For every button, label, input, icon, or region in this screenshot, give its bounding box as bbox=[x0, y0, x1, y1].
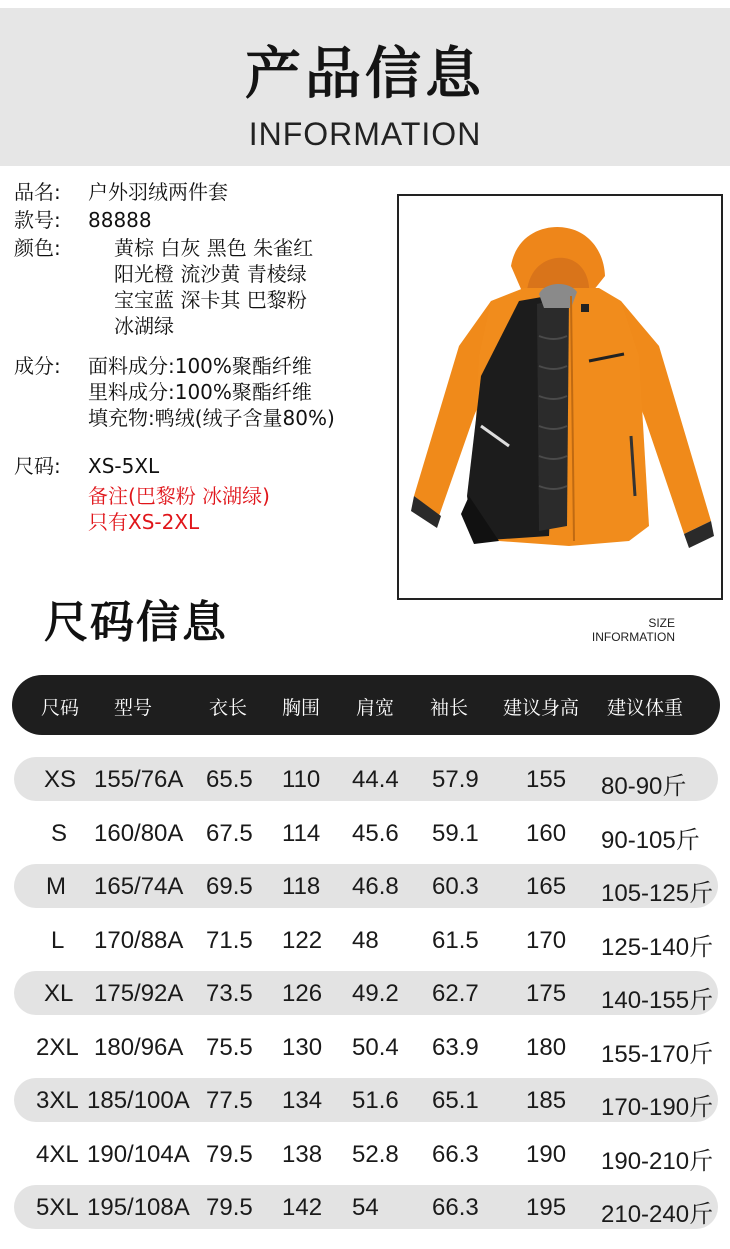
cell-chest: 138 bbox=[282, 1141, 323, 1168]
cell-shoulder: 49.2 bbox=[352, 980, 399, 1007]
table-row bbox=[14, 1025, 718, 1069]
composition-label: 成分: bbox=[14, 354, 61, 378]
cell-chest: 130 bbox=[282, 1034, 323, 1061]
cell-height: 195 bbox=[526, 1194, 567, 1221]
cell-model: 155/76A bbox=[94, 766, 184, 793]
color-line-2: 阳光橙 流沙黄 青棱绿 bbox=[114, 262, 307, 286]
product-photo bbox=[397, 194, 723, 600]
cell-height: 185 bbox=[526, 1087, 567, 1114]
cell-weight: 210-240斤 bbox=[601, 1201, 714, 1228]
table-row bbox=[14, 918, 718, 962]
cell-model: 185/100A bbox=[87, 1087, 190, 1114]
size-subtitle-line-2: INFORMATION bbox=[591, 630, 675, 644]
cell-size: M bbox=[46, 873, 66, 900]
composition-line-1: 面料成分:100%聚酯纤维 bbox=[88, 354, 312, 378]
table-row bbox=[14, 757, 718, 801]
cell-model: 190/104A bbox=[87, 1141, 190, 1168]
size-section-title: 尺码信息 bbox=[44, 597, 228, 648]
cell-sleeve: 59.1 bbox=[432, 820, 479, 847]
cell-size: XL bbox=[44, 980, 74, 1007]
cell-height: 180 bbox=[526, 1034, 567, 1061]
jacket-illustration bbox=[399, 196, 721, 598]
cell-size: XS bbox=[44, 766, 77, 793]
color-line-3: 宝宝蓝 深卡其 巴黎粉 bbox=[114, 288, 307, 312]
cell-chest: 134 bbox=[282, 1087, 323, 1114]
cell-chest: 118 bbox=[282, 873, 321, 900]
cell-sleeve: 65.1 bbox=[432, 1087, 479, 1114]
cell-weight: 155-170斤 bbox=[601, 1041, 714, 1068]
cell-sleeve: 66.3 bbox=[432, 1141, 479, 1168]
size-value: XS-5XL bbox=[88, 454, 160, 478]
cell-size: S bbox=[51, 820, 68, 847]
page-subtitle: INFORMATION bbox=[248, 116, 482, 152]
cell-shoulder: 44.4 bbox=[352, 766, 399, 793]
cell-size: L bbox=[51, 927, 65, 954]
header-size: 尺码 bbox=[41, 697, 80, 719]
cell-size: 2XL bbox=[36, 1034, 79, 1061]
cell-chest: 114 bbox=[282, 820, 321, 847]
header-band bbox=[0, 8, 730, 166]
cell-shoulder: 51.6 bbox=[352, 1087, 399, 1114]
header-shoulder: 肩宽 bbox=[356, 697, 395, 719]
cell-size: 4XL bbox=[36, 1141, 79, 1168]
cell-length: 65.5 bbox=[206, 766, 253, 793]
table-row bbox=[14, 864, 718, 908]
cell-length: 79.5 bbox=[206, 1141, 253, 1168]
cell-length: 77.5 bbox=[206, 1087, 253, 1114]
cell-sleeve: 60.3 bbox=[432, 873, 479, 900]
cell-shoulder: 52.8 bbox=[352, 1141, 399, 1168]
cell-sleeve: 57.9 bbox=[432, 766, 479, 793]
size-table-header bbox=[12, 675, 720, 735]
cell-model: 175/92A bbox=[94, 980, 184, 1007]
style-value: 88888 bbox=[88, 208, 152, 232]
cell-height: 165 bbox=[526, 873, 567, 900]
cell-model: 165/74A bbox=[94, 873, 184, 900]
header-sleeve: 袖长 bbox=[430, 697, 469, 719]
cell-sleeve: 61.5 bbox=[432, 927, 479, 954]
cell-weight: 105-125斤 bbox=[601, 880, 714, 907]
page-title: 产品信息 bbox=[245, 42, 485, 107]
cell-length: 79.5 bbox=[206, 1194, 253, 1221]
header-chest: 胸围 bbox=[282, 697, 321, 719]
header-length: 衣长 bbox=[209, 697, 248, 719]
cell-shoulder: 46.8 bbox=[352, 873, 399, 900]
style-label: 款号: bbox=[14, 208, 61, 232]
name-value: 户外羽绒两件套 bbox=[88, 180, 228, 204]
cell-length: 69.5 bbox=[206, 873, 253, 900]
cell-model: 160/80A bbox=[94, 820, 184, 847]
table-row bbox=[14, 1185, 718, 1229]
cell-sleeve: 63.9 bbox=[432, 1034, 479, 1061]
cell-length: 75.5 bbox=[206, 1034, 253, 1061]
color-label: 颜色: bbox=[14, 236, 61, 260]
size-subtitle-line-1: SIZE bbox=[648, 616, 675, 630]
note-line-2: 只有XS-2XL bbox=[88, 510, 200, 534]
cell-size: 5XL bbox=[36, 1194, 79, 1221]
cell-weight: 140-155斤 bbox=[601, 987, 714, 1014]
cell-weight: 80-90斤 bbox=[601, 773, 687, 800]
cell-length: 67.5 bbox=[206, 820, 253, 847]
cell-height: 170 bbox=[526, 927, 567, 954]
size-label: 尺码: bbox=[14, 454, 61, 478]
cell-weight: 170-190斤 bbox=[601, 1094, 714, 1121]
cell-length: 73.5 bbox=[206, 980, 253, 1007]
cell-chest: 122 bbox=[282, 927, 323, 954]
table-row bbox=[14, 811, 718, 855]
cell-model: 195/108A bbox=[87, 1194, 190, 1221]
cell-chest: 142 bbox=[282, 1194, 323, 1221]
color-line-4: 冰湖绿 bbox=[114, 314, 174, 338]
cell-shoulder: 45.6 bbox=[352, 820, 399, 847]
table-row bbox=[14, 1078, 718, 1122]
composition-line-3: 填充物:鸭绒(绒子含量80%) bbox=[88, 406, 335, 430]
cell-chest: 126 bbox=[282, 980, 323, 1007]
cell-shoulder: 48 bbox=[352, 927, 379, 954]
cell-height: 190 bbox=[526, 1141, 567, 1168]
header-height: 建议身高 bbox=[503, 697, 580, 719]
cell-height: 175 bbox=[526, 980, 567, 1007]
header-weight: 建议体重 bbox=[607, 697, 684, 719]
cell-size: 3XL bbox=[36, 1087, 79, 1114]
header-model: 型号 bbox=[114, 697, 153, 719]
cell-shoulder: 50.4 bbox=[352, 1034, 399, 1061]
cell-weight: 190-210斤 bbox=[601, 1148, 714, 1175]
size-section-subtitle bbox=[560, 616, 675, 644]
cell-model: 180/96A bbox=[94, 1034, 184, 1061]
cell-height: 160 bbox=[526, 820, 567, 847]
name-label: 品名: bbox=[14, 180, 61, 204]
cell-sleeve: 62.7 bbox=[432, 980, 479, 1007]
cell-model: 170/88A bbox=[94, 927, 184, 954]
cell-height: 155 bbox=[526, 766, 567, 793]
cell-weight: 125-140斤 bbox=[601, 934, 714, 961]
note-line-1: 备注(巴黎粉 冰湖绿) bbox=[88, 484, 270, 508]
cell-shoulder: 54 bbox=[352, 1194, 379, 1221]
color-line-1: 黄棕 白灰 黑色 朱雀红 bbox=[114, 236, 314, 260]
cell-chest: 110 bbox=[282, 766, 321, 793]
cell-sleeve: 66.3 bbox=[432, 1194, 479, 1221]
cell-weight: 90-105斤 bbox=[601, 827, 700, 854]
table-row bbox=[14, 1132, 718, 1176]
composition-line-2: 里料成分:100%聚酯纤维 bbox=[88, 380, 312, 404]
table-row bbox=[14, 971, 718, 1015]
cell-length: 71.5 bbox=[206, 927, 253, 954]
